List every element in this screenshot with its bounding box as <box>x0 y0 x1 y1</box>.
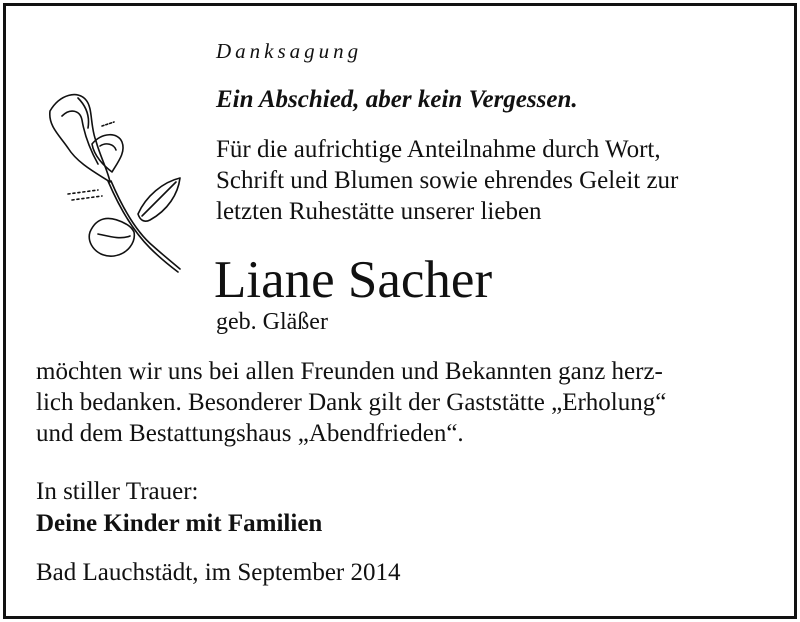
thanks-line: möchten wir uns bei allen Freunden und Bekannten ganz herz- <box>36 358 663 385</box>
intro-paragraph <box>216 134 786 227</box>
deceased-name: Liane Sacher <box>214 251 493 309</box>
intro-line: Für die aufrichtige Anteilnahme durch Wort, <box>216 136 661 163</box>
notice-heading: Danksagung <box>216 39 363 63</box>
place-date: Bad Lauchstädt, im September 2014 <box>36 559 401 586</box>
obituary-notice <box>3 3 797 619</box>
notice-motto: Ein Abschied, aber kein Vergessen. <box>216 86 578 113</box>
calla-lily-icon <box>38 86 188 281</box>
intro-line: Schrift und Blumen sowie ehrendes Geleit zur <box>216 167 679 194</box>
thanks-paragraph <box>36 356 666 449</box>
thanks-line: und dem Bestattungshaus „Abendfrieden“. <box>36 420 464 447</box>
mourning-label: In stiller Trauer: <box>36 478 199 505</box>
mourners: Deine Kinder mit Familien <box>36 510 323 537</box>
intro-line: letzten Ruhestätte unserer lieben <box>216 198 542 225</box>
thanks-line: lich bedanken. Besonderer Dank gilt der Gaststätte „Erholung“ <box>36 389 667 416</box>
maiden-name: geb. Gläßer <box>216 309 328 335</box>
